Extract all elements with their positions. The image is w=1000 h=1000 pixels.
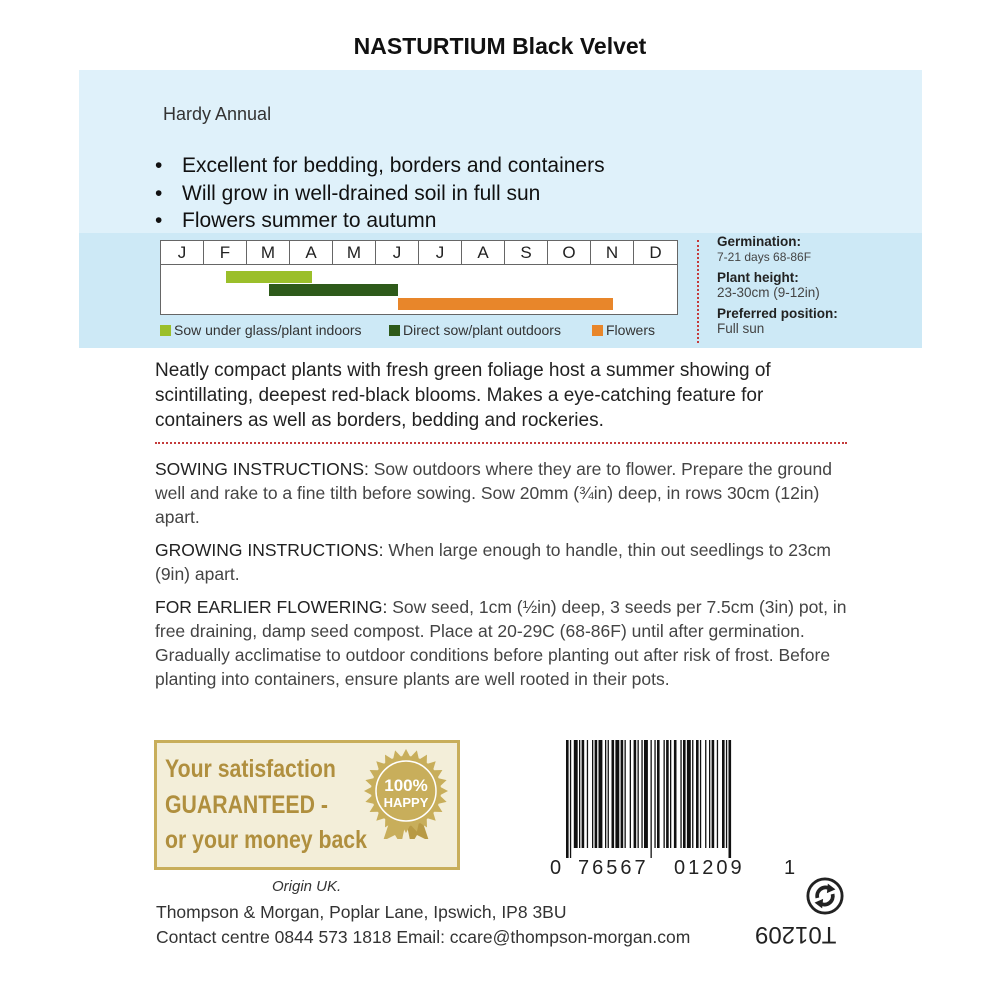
seal-happy: HAPPY	[383, 795, 429, 810]
barcode-bar	[680, 740, 681, 848]
legend-swatch	[389, 325, 400, 336]
barcode-bar	[615, 740, 619, 848]
barcode-bar	[644, 740, 648, 848]
barcode-bar	[630, 740, 631, 848]
dotted-divider-vertical	[697, 240, 699, 343]
feature-item: • Excellent for bedding, borders and containers	[155, 152, 605, 180]
calendar-bar-sow-indoors	[226, 271, 312, 283]
description: Neatly compact plants with fresh green foliage host a summer showing of scintillating, deepest red-black blooms. Makes a eye-catching feature for containers as well as borders, bedding and rockeries.	[155, 360, 771, 431]
month-cell: A	[290, 241, 333, 264]
sowing-heading: SOWING INSTRUCTIONS:	[155, 459, 369, 479]
barcode-bar	[696, 740, 699, 848]
barcode-bar	[712, 740, 715, 848]
height-label: Plant height:	[717, 270, 799, 285]
guarantee-line-3: or your money back	[165, 826, 367, 854]
month-cell: M	[247, 241, 290, 264]
month-cell: J	[161, 241, 204, 264]
barcode-bar	[729, 740, 732, 858]
guarantee-line-1: Your satisfaction	[165, 755, 336, 783]
contact-info: Contact centre 0844 573 1818 Email: ccare@thompson-morgan.com	[156, 927, 691, 947]
legend-flowers	[592, 322, 655, 338]
earlier-text: Sow seed, 1cm (½in) deep, 3 seeds per 7.5cm (3in) pot, in free draining, damp seed compost. Place at 20-29C (68-86F) until after germination. Gradually acclimatise to outdoor conditions before planting out after risk of frost. Before planting into containers, ensure plants are well rooted in their pots.	[155, 597, 847, 689]
month-cell: N	[591, 241, 634, 264]
height-value: 23-30cm (9-12in)	[717, 285, 820, 300]
growing-facts	[717, 235, 917, 343]
month-cell: D	[649, 243, 662, 262]
barcode-bar	[582, 740, 585, 848]
calendar-divider	[161, 264, 677, 265]
barcode-bar	[726, 740, 727, 848]
barcode-bar	[579, 740, 580, 848]
earlier-heading: FOR EARLIER FLOWERING:	[155, 597, 388, 617]
barcode-bar	[608, 740, 609, 848]
barcode-bar	[683, 740, 686, 848]
calendar-bar-flowers	[398, 298, 613, 310]
barcode-bar	[700, 740, 701, 848]
page-title: NASTURTIUM Black Velvet	[353, 33, 647, 59]
barcode-bar	[687, 740, 691, 848]
dotted-divider-horizontal	[155, 442, 847, 444]
month-cell: F	[204, 241, 247, 264]
growing-heading: GROWING INSTRUCTIONS:	[155, 540, 384, 560]
feature-item: • Will grow in well-drained soil in full sun	[155, 180, 605, 208]
growing-instructions	[155, 538, 855, 586]
month-cell: M	[333, 241, 376, 264]
sowing-instructions	[155, 457, 855, 529]
calendar-bar-direct-sow	[269, 284, 398, 296]
product-code: T01209	[755, 921, 837, 948]
barcode-bar	[705, 740, 706, 848]
feature-list	[155, 152, 605, 235]
legend-swatch	[160, 325, 171, 336]
month-cell: S	[505, 241, 548, 264]
month-cell: O	[548, 241, 591, 264]
barcode-bar	[566, 740, 569, 858]
guarantee-badge	[154, 740, 460, 870]
legend-label: Sow under glass/plant indoors	[174, 322, 362, 338]
legend-label: Flowers	[606, 322, 656, 338]
barcode-bar	[674, 740, 677, 848]
feature-item: • Flowers summer to autumn	[155, 207, 605, 235]
happy-seal-icon	[361, 749, 451, 839]
barcode	[566, 740, 778, 858]
month-cell: A	[462, 241, 505, 264]
barcode-bar	[592, 740, 593, 848]
barcode-digit-group: 76567	[578, 857, 649, 879]
barcode-bar	[670, 740, 671, 848]
barcode-bar	[625, 740, 626, 848]
barcode-bar	[692, 740, 693, 848]
barcode-bar	[709, 740, 710, 848]
sowing-calendar	[160, 240, 678, 315]
month-cell: J	[419, 241, 462, 264]
guarantee-line-2: GUARANTEED -	[165, 791, 328, 819]
barcode-bar	[657, 740, 660, 848]
barcode-digit-group: 01209	[674, 857, 745, 879]
barcode-bar	[664, 740, 665, 848]
barcode-bar	[641, 740, 642, 848]
barcode-bar	[722, 740, 725, 848]
legend-label: Direct sow/plant outdoors	[403, 322, 561, 338]
barcode-bar	[634, 740, 637, 848]
legend-sow-indoors	[160, 322, 362, 338]
barcode-bar	[612, 740, 615, 848]
barcode-bar	[599, 740, 603, 848]
barcode-bar	[717, 740, 718, 848]
legend-swatch	[592, 325, 603, 336]
barcode-bar	[587, 740, 588, 848]
recycle-icon	[806, 877, 844, 915]
month-cell: J	[376, 241, 419, 264]
barcode-bar	[570, 740, 571, 858]
barcode-bar	[621, 740, 624, 848]
barcode-digit-group: 1	[784, 857, 796, 879]
position-label: Preferred position:	[717, 306, 838, 321]
legend-direct-sow	[389, 322, 561, 338]
barcode-digit-group: 0	[550, 857, 562, 879]
position-value: Full sun	[717, 321, 765, 336]
sowing-text: Sow outdoors where they are to flower. Prepare the ground well and rake to a fine tilth before sowing. Sow 20mm (¾in) deep, in rows 30cm (12in) apart.	[155, 459, 832, 527]
barcode-bar	[574, 740, 578, 848]
growing-text: When large enough to handle, thin out seedlings to 23cm (9in) apart.	[155, 540, 831, 584]
barcode-bar	[638, 740, 639, 848]
company-address: Thompson & Morgan, Poplar Lane, Ipswich, IP8 3BU	[156, 902, 567, 922]
barcode-bar	[654, 740, 655, 848]
barcode-bar	[605, 740, 606, 848]
origin-text: Origin UK.	[272, 878, 342, 895]
germination-label: Germination:	[717, 234, 802, 249]
barcode-bar	[595, 740, 598, 848]
seal-percent: 100%	[384, 776, 428, 795]
plant-type: Hardy Annual	[163, 104, 272, 124]
earlier-flowering-instructions	[155, 595, 855, 691]
barcode-bar	[666, 740, 669, 848]
barcode-bar	[651, 740, 652, 858]
germination-value: 7-21 days 68-86F	[717, 250, 812, 264]
